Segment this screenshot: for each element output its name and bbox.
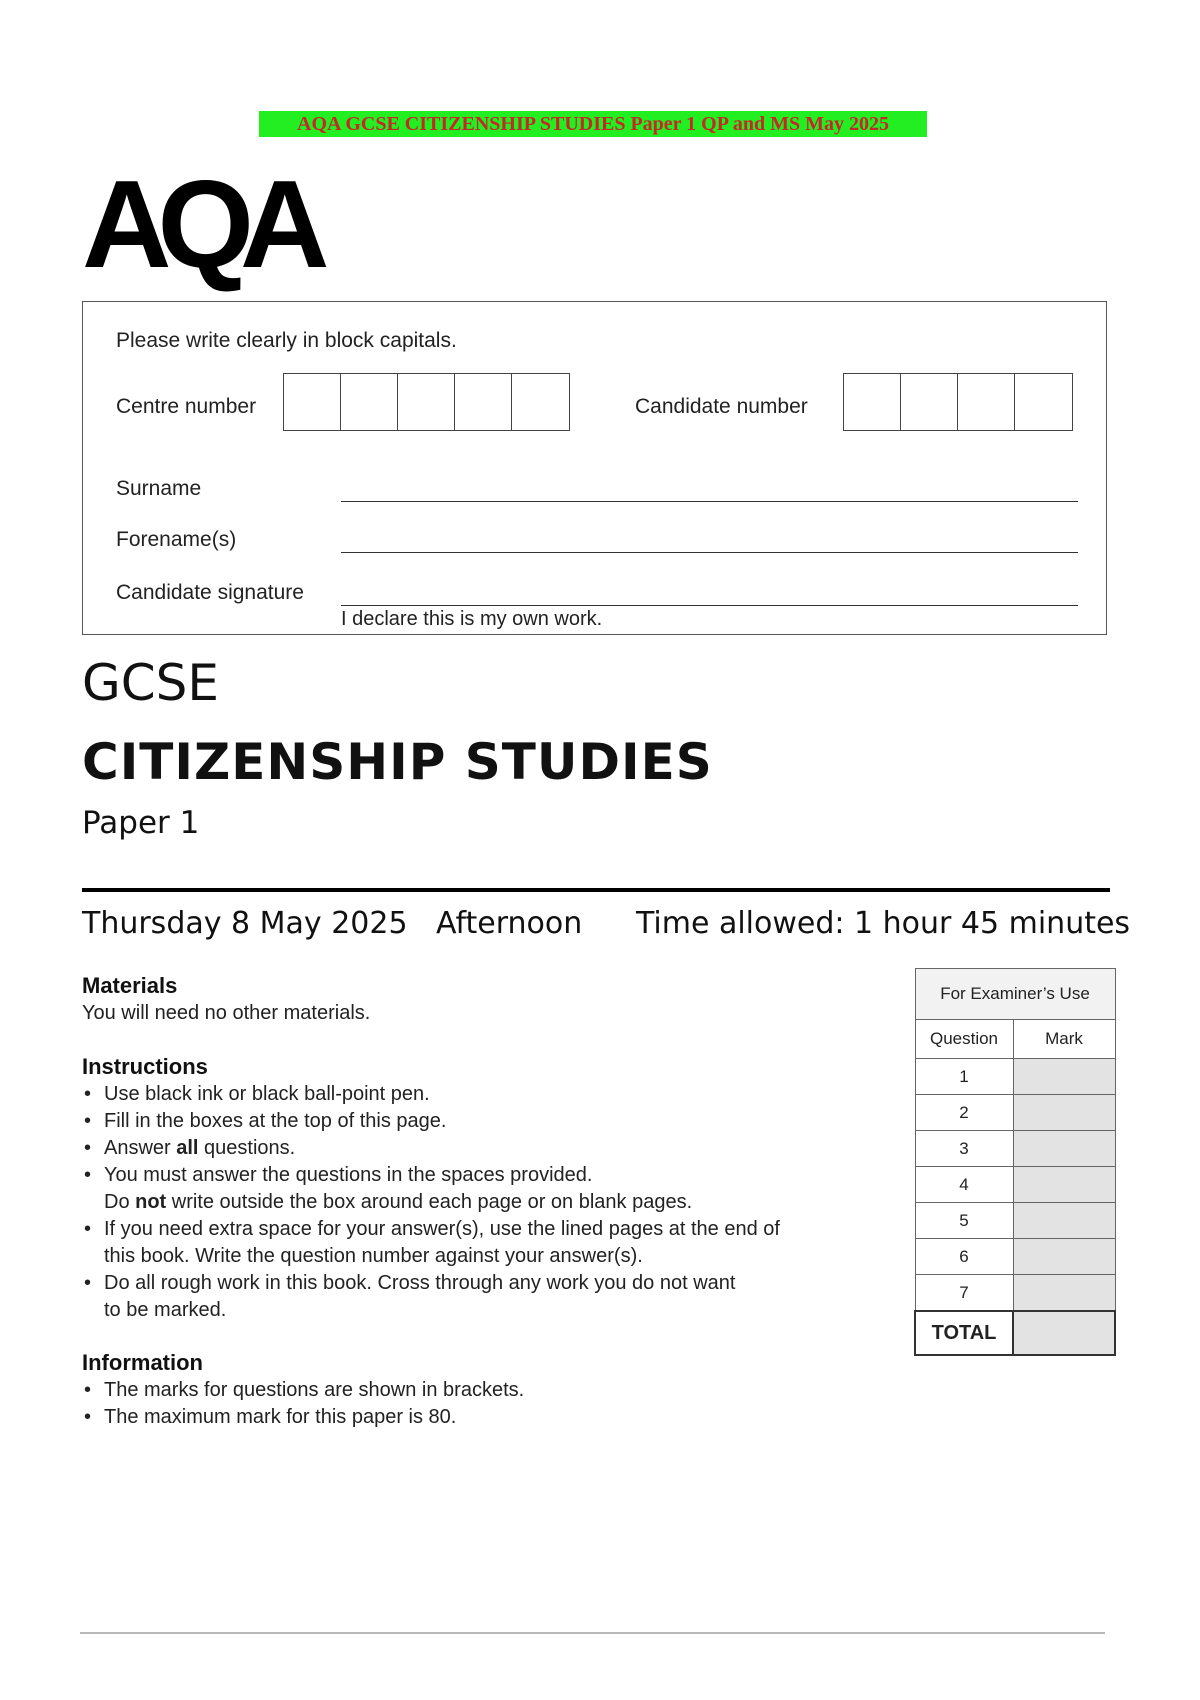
question-number: 5 — [915, 1203, 1013, 1239]
centre-number-boxes[interactable] — [283, 373, 570, 431]
exam-session: Afternoon — [436, 906, 583, 941]
centre-number-digit-box[interactable] — [341, 374, 398, 430]
forename-label: Forename(s) — [116, 528, 237, 551]
question-number: 3 — [915, 1131, 1013, 1167]
candidate-number-label: Candidate number — [635, 395, 808, 418]
information-heading: Information — [82, 1350, 203, 1375]
form-instruction: Please write clearly in block capitals. — [116, 329, 457, 352]
title-divider — [82, 888, 1110, 892]
exam-date: Thursday 8 May 2025 — [82, 906, 408, 941]
signature-label: Candidate signature — [116, 581, 304, 604]
materials-heading: Materials — [82, 973, 178, 998]
centre-number-digit-box[interactable] — [512, 374, 569, 430]
mark-cell — [1013, 1059, 1115, 1095]
examiner-use-table — [914, 968, 1116, 1356]
centre-number-digit-box[interactable] — [284, 374, 341, 430]
examiner-table-header: For Examiner’s Use — [915, 969, 1115, 1020]
list-item: • Do all rough work in this book. Cross through any work you do not want to be marked. — [82, 1270, 882, 1324]
candidate-number-boxes[interactable] — [843, 373, 1073, 431]
mark-cell — [1013, 1239, 1115, 1275]
declaration-text: I declare this is my own work. — [341, 608, 603, 630]
mark-cell — [1013, 1095, 1115, 1131]
centre-number-digit-box[interactable] — [398, 374, 455, 430]
candidate-details-box — [82, 301, 1107, 635]
total-mark-cell — [1013, 1311, 1115, 1355]
surname-field[interactable] — [341, 500, 1078, 502]
candidate-number-digit-box[interactable] — [958, 374, 1015, 430]
information-list — [82, 1377, 882, 1431]
question-column-header: Question — [915, 1020, 1013, 1059]
mark-cell — [1013, 1131, 1115, 1167]
materials-text: You will need no other materials. — [82, 1002, 371, 1024]
surname-label: Surname — [116, 477, 202, 500]
list-item: • Answer all questions. — [82, 1135, 882, 1162]
footer-divider — [80, 1632, 1105, 1634]
question-number: 6 — [915, 1239, 1013, 1275]
question-number: 1 — [915, 1059, 1013, 1095]
candidate-number-digit-box[interactable] — [1015, 374, 1072, 430]
question-number: 2 — [915, 1095, 1013, 1131]
centre-number-digit-box[interactable] — [455, 374, 512, 430]
list-item: • The marks for questions are shown in brackets. — [82, 1377, 882, 1404]
forename-field[interactable] — [341, 551, 1078, 553]
instructions-list — [82, 1081, 882, 1324]
signature-field[interactable] — [341, 604, 1078, 606]
total-label: TOTAL — [915, 1311, 1013, 1355]
mark-cell — [1013, 1203, 1115, 1239]
question-number: 7 — [915, 1275, 1013, 1312]
list-item: • You must answer the questions in the spaces provided. Do not write outside the box around each page or on blank pages. — [82, 1162, 882, 1216]
list-item: • The maximum mark for this paper is 80. — [82, 1404, 882, 1431]
mark-column-header: Mark — [1013, 1020, 1115, 1059]
candidate-number-digit-box[interactable] — [844, 374, 901, 430]
time-allowed: Time allowed: 1 hour 45 minutes — [636, 906, 1131, 941]
mark-cell — [1013, 1275, 1115, 1312]
centre-number-label: Centre number — [116, 395, 257, 418]
list-item: • Fill in the boxes at the top of this page. — [82, 1108, 882, 1135]
list-item: • Use black ink or black ball-point pen. — [82, 1081, 882, 1108]
subject-title: CITIZENSHIP STUDIES — [82, 733, 713, 791]
document-banner: AQA GCSE CITIZENSHIP STUDIES Paper 1 QP and MS May 2025 — [259, 111, 927, 137]
mark-cell — [1013, 1167, 1115, 1203]
question-number: 4 — [915, 1167, 1013, 1203]
list-item: • If you need extra space for your answer(s), use the lined pages at the end of this book. Write the question number against your answer(s). — [82, 1216, 882, 1270]
qualification-level: GCSE — [82, 654, 219, 712]
candidate-number-digit-box[interactable] — [901, 374, 958, 430]
aqa-logo: AQA — [82, 156, 316, 294]
instructions-heading: Instructions — [82, 1054, 208, 1079]
paper-number: Paper 1 — [82, 805, 200, 841]
